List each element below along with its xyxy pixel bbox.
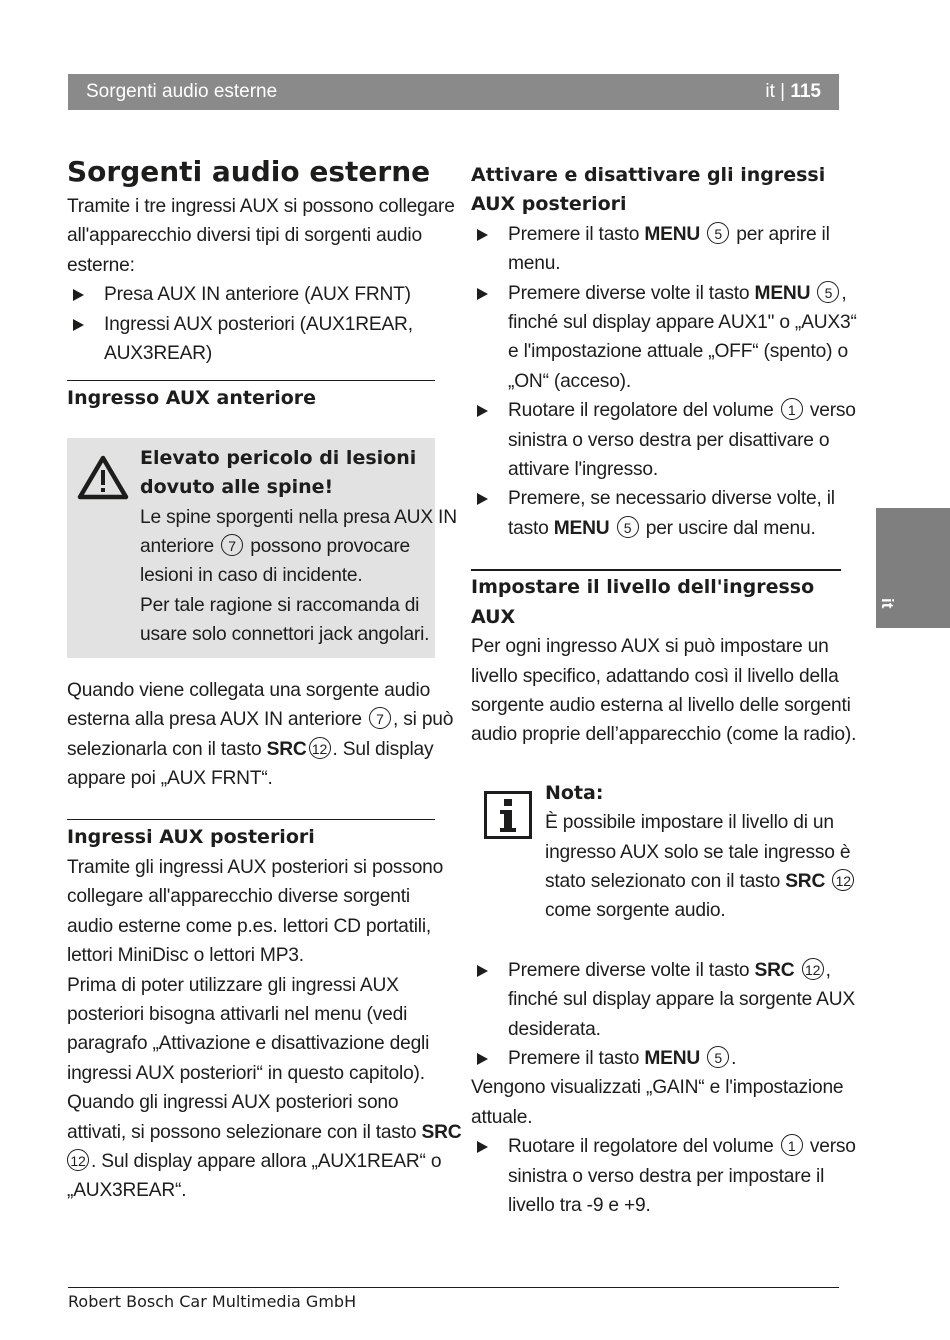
paragraph-line: Quando gli ingressi AUX posteriori sono <box>67 1092 399 1114</box>
list-item-continuation: attivare l'ingresso. <box>508 459 659 481</box>
callout-number: 5 <box>707 222 729 244</box>
callout-number: 5 <box>817 281 839 303</box>
warning-line: lesioni in caso di incidente. <box>140 565 363 587</box>
key-label: MENU <box>754 282 811 304</box>
footer-company: Robert Bosch Car Multimedia GmbH <box>68 1292 357 1311</box>
key-label: MENU <box>644 223 701 245</box>
paragraph-line: ingressi AUX posteriori“ in questo capitolo). <box>67 1062 425 1084</box>
callout-number: 1 <box>781 398 803 420</box>
callout-number: 12 <box>802 958 824 980</box>
paragraph-line: appare poi „AUX FRNT“. <box>67 768 273 790</box>
text: . Sul display appare allora „AUX1REAR“ o <box>91 1150 442 1172</box>
list-item-continuation: e l'impostazione attuale „OFF“ (spento) o <box>508 341 848 363</box>
paragraph-line: Prima di poter utilizzare gli ingressi AUX <box>67 974 399 996</box>
warning-text <box>140 444 457 650</box>
note-line <box>545 867 856 896</box>
callout-number: 5 <box>617 516 639 538</box>
paragraph-line: collegare all'apparecchio diverse sorgenti <box>67 886 410 908</box>
paragraph-line: audio proprie dell’apparecchio (come la radio). <box>471 724 857 746</box>
warning-line: Le spine sporgenti nella presa AUX IN <box>140 506 457 528</box>
paragraph-line: audio esterne come p.es. lettori CD portatili, <box>67 915 432 937</box>
section-heading: Attivare e disattivare gli ingressi <box>471 164 826 186</box>
text: tasto <box>508 517 549 539</box>
section-divider <box>67 819 435 820</box>
text: Premere il tasto <box>508 1047 640 1069</box>
key-label: SRC <box>754 959 795 981</box>
key-label: SRC <box>421 1121 462 1143</box>
text: Premere, se necessario diverse volte, il <box>508 488 835 510</box>
text: , si può <box>392 709 454 731</box>
text: per aprire il <box>736 223 830 245</box>
paragraph-line: Tramite gli ingressi AUX posteriori si possono <box>67 856 444 878</box>
footer-divider <box>68 1287 839 1288</box>
paragraph-line: „AUX3REAR“. <box>67 1180 187 1202</box>
list-item <box>471 279 847 308</box>
list-item <box>471 1044 841 1073</box>
language-code: it <box>765 81 775 102</box>
list-item-continuation: menu. <box>508 253 561 275</box>
text: Ruotare il regolatore del volume <box>508 400 774 422</box>
list-item-continuation: livello tra -9 e +9. <box>508 1194 651 1216</box>
note-text <box>545 779 856 926</box>
list-item <box>471 956 841 985</box>
text: possono provocare <box>250 536 411 558</box>
list-item-continuation <box>67 339 435 368</box>
front-aux-text <box>67 676 454 794</box>
key-label: SRC <box>785 870 826 892</box>
language-tab[interactable] <box>876 508 950 628</box>
section-divider <box>67 380 435 381</box>
key-label: SRC <box>266 738 307 760</box>
header-title: Sorgenti audio esterne <box>86 81 278 102</box>
page-title: Sorgenti audio esterne <box>67 155 431 188</box>
text: attivati, si possono selezionare con il tasto <box>67 1121 417 1143</box>
callout-number: 1 <box>781 1134 803 1156</box>
section-heading: AUX <box>471 605 516 628</box>
language-tab-label: it <box>878 598 897 609</box>
section-heading: Impostare il livello dell'ingresso <box>471 576 815 599</box>
section-heading: AUX posteriori <box>471 193 627 216</box>
bullet-arrow-icon <box>73 289 84 301</box>
paragraph-line: attuale. <box>471 1106 533 1128</box>
warning-triangle-icon <box>77 454 129 500</box>
callout-number: 12 <box>67 1149 89 1171</box>
note-line: È possibile impostare il livello di un <box>545 812 834 834</box>
list-item-text: AUX3REAR) <box>104 343 213 365</box>
callout-number: 7 <box>369 707 391 729</box>
text: per uscire dal menu. <box>645 517 816 539</box>
text: . <box>731 1047 737 1069</box>
paragraph-line: Quando viene collegata una sorgente audio <box>67 679 431 701</box>
paragraph-line <box>67 1118 462 1147</box>
paragraph-line: Per ogni ingresso AUX si può impostare un <box>471 636 829 658</box>
warning-title: dovuto alle spine! <box>140 476 334 499</box>
list-item-text: Ingressi AUX posteriori (AUX1REAR, <box>104 313 413 335</box>
list-item-continuation <box>471 514 841 543</box>
list-item <box>471 220 841 249</box>
bullet-arrow-icon <box>477 405 488 417</box>
bullet-arrow-icon <box>477 1053 488 1065</box>
key-label: MENU <box>553 517 610 539</box>
callout-number: 12 <box>832 869 854 891</box>
paragraph-line: sorgente audio esterna al livello delle sorgenti <box>471 694 851 716</box>
text: , <box>841 282 847 304</box>
text: stato selezionato con il tasto <box>545 870 781 892</box>
text: Premere diverse volte il tasto <box>508 282 750 304</box>
list-item-text: Presa AUX IN anteriore (AUX FRNT) <box>104 284 411 306</box>
bullet-arrow-icon <box>73 319 84 331</box>
text: . Sul display <box>332 738 434 760</box>
list-item-continuation: sinistra o verso destra per impostare il <box>508 1165 825 1187</box>
section-divider <box>471 569 841 571</box>
warning-line <box>140 532 457 561</box>
bullet-arrow-icon <box>477 965 488 977</box>
callout-number: 5 <box>707 1046 729 1068</box>
header-bar <box>68 74 839 110</box>
list-item <box>67 280 435 309</box>
list-item <box>67 310 435 339</box>
separator: | <box>774 81 791 102</box>
text: esterna alla presa AUX IN anteriore <box>67 709 362 731</box>
note-line: ingresso AUX solo se tale ingresso è <box>545 841 851 863</box>
note-title: Nota: <box>545 781 604 804</box>
list-item-continuation: sinistra o verso destra per disattivare o <box>508 429 830 451</box>
warning-box <box>67 438 457 658</box>
page-number <box>765 81 821 103</box>
callout-number: 12 <box>309 737 331 759</box>
list-item <box>471 396 856 425</box>
intro-line: Tramite i tre ingressi AUX si possono collegare <box>67 196 455 217</box>
warning-title: Elevato pericolo di lesioni <box>140 446 417 469</box>
bullet-arrow-icon <box>477 1141 488 1153</box>
list-item-continuation: desiderata. <box>508 1018 601 1040</box>
note-box <box>471 779 851 927</box>
right-column <box>471 152 857 1220</box>
text: Premere diverse volte il tasto <box>508 959 750 981</box>
paragraph-line <box>67 1147 442 1176</box>
info-icon <box>484 791 532 839</box>
left-column <box>67 152 462 1206</box>
bullet-arrow-icon <box>477 493 488 505</box>
section-heading: Ingresso AUX anteriore <box>67 387 317 410</box>
paragraph-line: lettori MiniDisc o lettori MP3. <box>67 945 304 967</box>
warning-line: usare solo connettori jack angolari. <box>140 624 430 646</box>
list-item <box>471 1132 856 1161</box>
warning-line: Per tale ragione si raccomanda di <box>140 594 420 616</box>
intro-line: esterne: <box>67 254 135 276</box>
page-number-value: 115 <box>790 81 821 102</box>
bullet-arrow-icon <box>477 229 488 241</box>
intro-line: all'apparecchio diversi tipi di sorgenti audio <box>67 225 422 247</box>
list-item <box>471 484 841 513</box>
text: verso <box>809 400 856 422</box>
note-line: come sorgente audio. <box>545 900 726 922</box>
text: selezionarla con il tasto <box>67 738 262 760</box>
paragraph-line <box>67 705 454 734</box>
paragraph-line <box>67 735 435 764</box>
paragraph-line: posteriori bisogna attivarli nel menu (vedi <box>67 1003 408 1025</box>
list-item-continuation: finché sul display appare AUX1" o „AUX3“ <box>508 312 857 334</box>
paragraph-line: paragrafo „Attivazione e disattivazione degli <box>67 1033 430 1055</box>
paragraph-line: Vengono visualizzati „GAIN“ e l'impostazione <box>471 1077 844 1099</box>
text: Ruotare il regolatore del volume <box>508 1136 774 1158</box>
section-heading: Ingressi AUX posteriori <box>67 826 315 849</box>
paragraph-line: livello specifico, adattando così il livello della <box>471 665 839 687</box>
text: , <box>825 959 831 981</box>
text: anteriore <box>140 536 214 558</box>
bullet-arrow-icon <box>477 288 488 300</box>
callout-number: 7 <box>221 534 243 556</box>
key-label: MENU <box>644 1047 701 1069</box>
text: Premere il tasto <box>508 223 640 245</box>
text: verso <box>809 1136 856 1158</box>
list-item-continuation: finché sul display appare la sorgente AUX <box>508 989 855 1011</box>
list-item-continuation: „ON“ (acceso). <box>508 370 631 392</box>
